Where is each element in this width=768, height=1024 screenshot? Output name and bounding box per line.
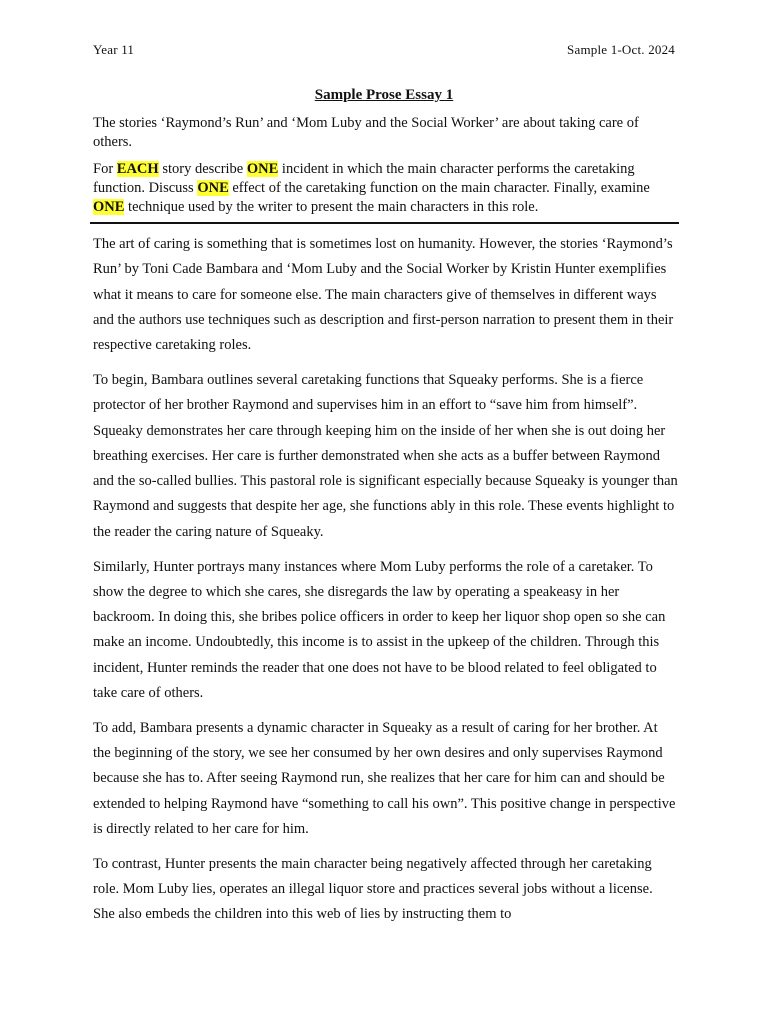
essay-paragraph: To contrast, Hunter presents the main character being negatively affected through her caretaking role. Mom Luby lies, operates an illegal liquor store and practices several jobs without a license. She also embeds the children into this web of lies by instructing them to	[93, 855, 653, 923]
header-sample-date: Sample 1-Oct. 2024	[567, 42, 675, 57]
essay-title: Sample Prose Essay 1	[314, 87, 454, 103]
essay-body	[93, 232, 678, 937]
essay-paragraph: To begin, Bambara outlines several caretaking functions that Squeaky performs. She is a fierce protector of her brother Raymond and supervises him in an effort to “save him from himself”. Squeaky demonstrates her care through keeping him on the inside of her when she is out doing her breathing exercises. Her care is further demonstrated when she acts as a buffer between Raymond and the so-called bullies. This pastoral role is significant especially because Squeaky is younger than Raymond and suggests that despite her age, she functions ably in this role. These events highlight to the reader the caring nature of Squeaky.	[93, 371, 678, 540]
prompt-intro: The stories ‘Raymond’s Run’ and ‘Mom Luby and the Social Worker’ are about taking care of others.	[93, 115, 639, 150]
highlight-one: ONE	[246, 161, 279, 177]
essay-prompt	[93, 114, 678, 225]
essay-paragraph: To add, Bambara presents a dynamic character in Squeaky as a result of caring for her brother. At the beginning of the story, we see her consumed by her own desires and only supervises Raymond because she has to. After seeing Raymond run, she realizes that her care for him can and should be extended to helping Raymond have “something to call his own”. This positive change in perspective is directly related to her care for him.	[93, 719, 676, 838]
essay-paragraph-intro: The art of caring is something that is sometimes lost on humanity. However, the stories ‘Raymond’s Run’ by Toni Cade Bambara and ‘Mom Luby and the Social Worker by Kristin Hunter exemplifies what it means to care for someone else. The main characters give of themselves in different ways and the authors use techniques such as description and first-person narration to present them in their respective caretaking roles.	[93, 236, 674, 354]
header-class-label: Year 11	[93, 42, 135, 57]
highlight-one: ONE	[93, 199, 125, 215]
prompt-task	[93, 160, 678, 217]
prompt-task-text: effect of the caretaking function on the main character. Finally, examine	[228, 180, 650, 196]
essay-paragraph: Similarly, Hunter portrays many instances where Mom Luby performs the role of a caretaker. To show the degree to which she cares, she disregards the law by operating a speakeasy in her backroom. In doing this, she bribes police officers in order to keep her liquor shop open so she can make an income. Undoubtedly, this income is to assist in the upkeep of the children. Through this incident, Hunter reminds the reader that one does not have to be blood related to feel obligated to take care of others.	[93, 558, 666, 702]
prompt-task-text: technique used by the writer to present the main characters in this role.	[124, 199, 539, 215]
section-divider	[90, 222, 679, 224]
prompt-task-text: For	[93, 161, 117, 177]
prompt-task-text: story describe	[158, 161, 247, 177]
highlight-one: ONE	[197, 180, 229, 196]
page-header	[93, 42, 675, 58]
prompt-task-text: incident in which the main character performs the caretaking function. Discuss	[93, 161, 635, 196]
highlight-each: EACH	[116, 161, 159, 177]
